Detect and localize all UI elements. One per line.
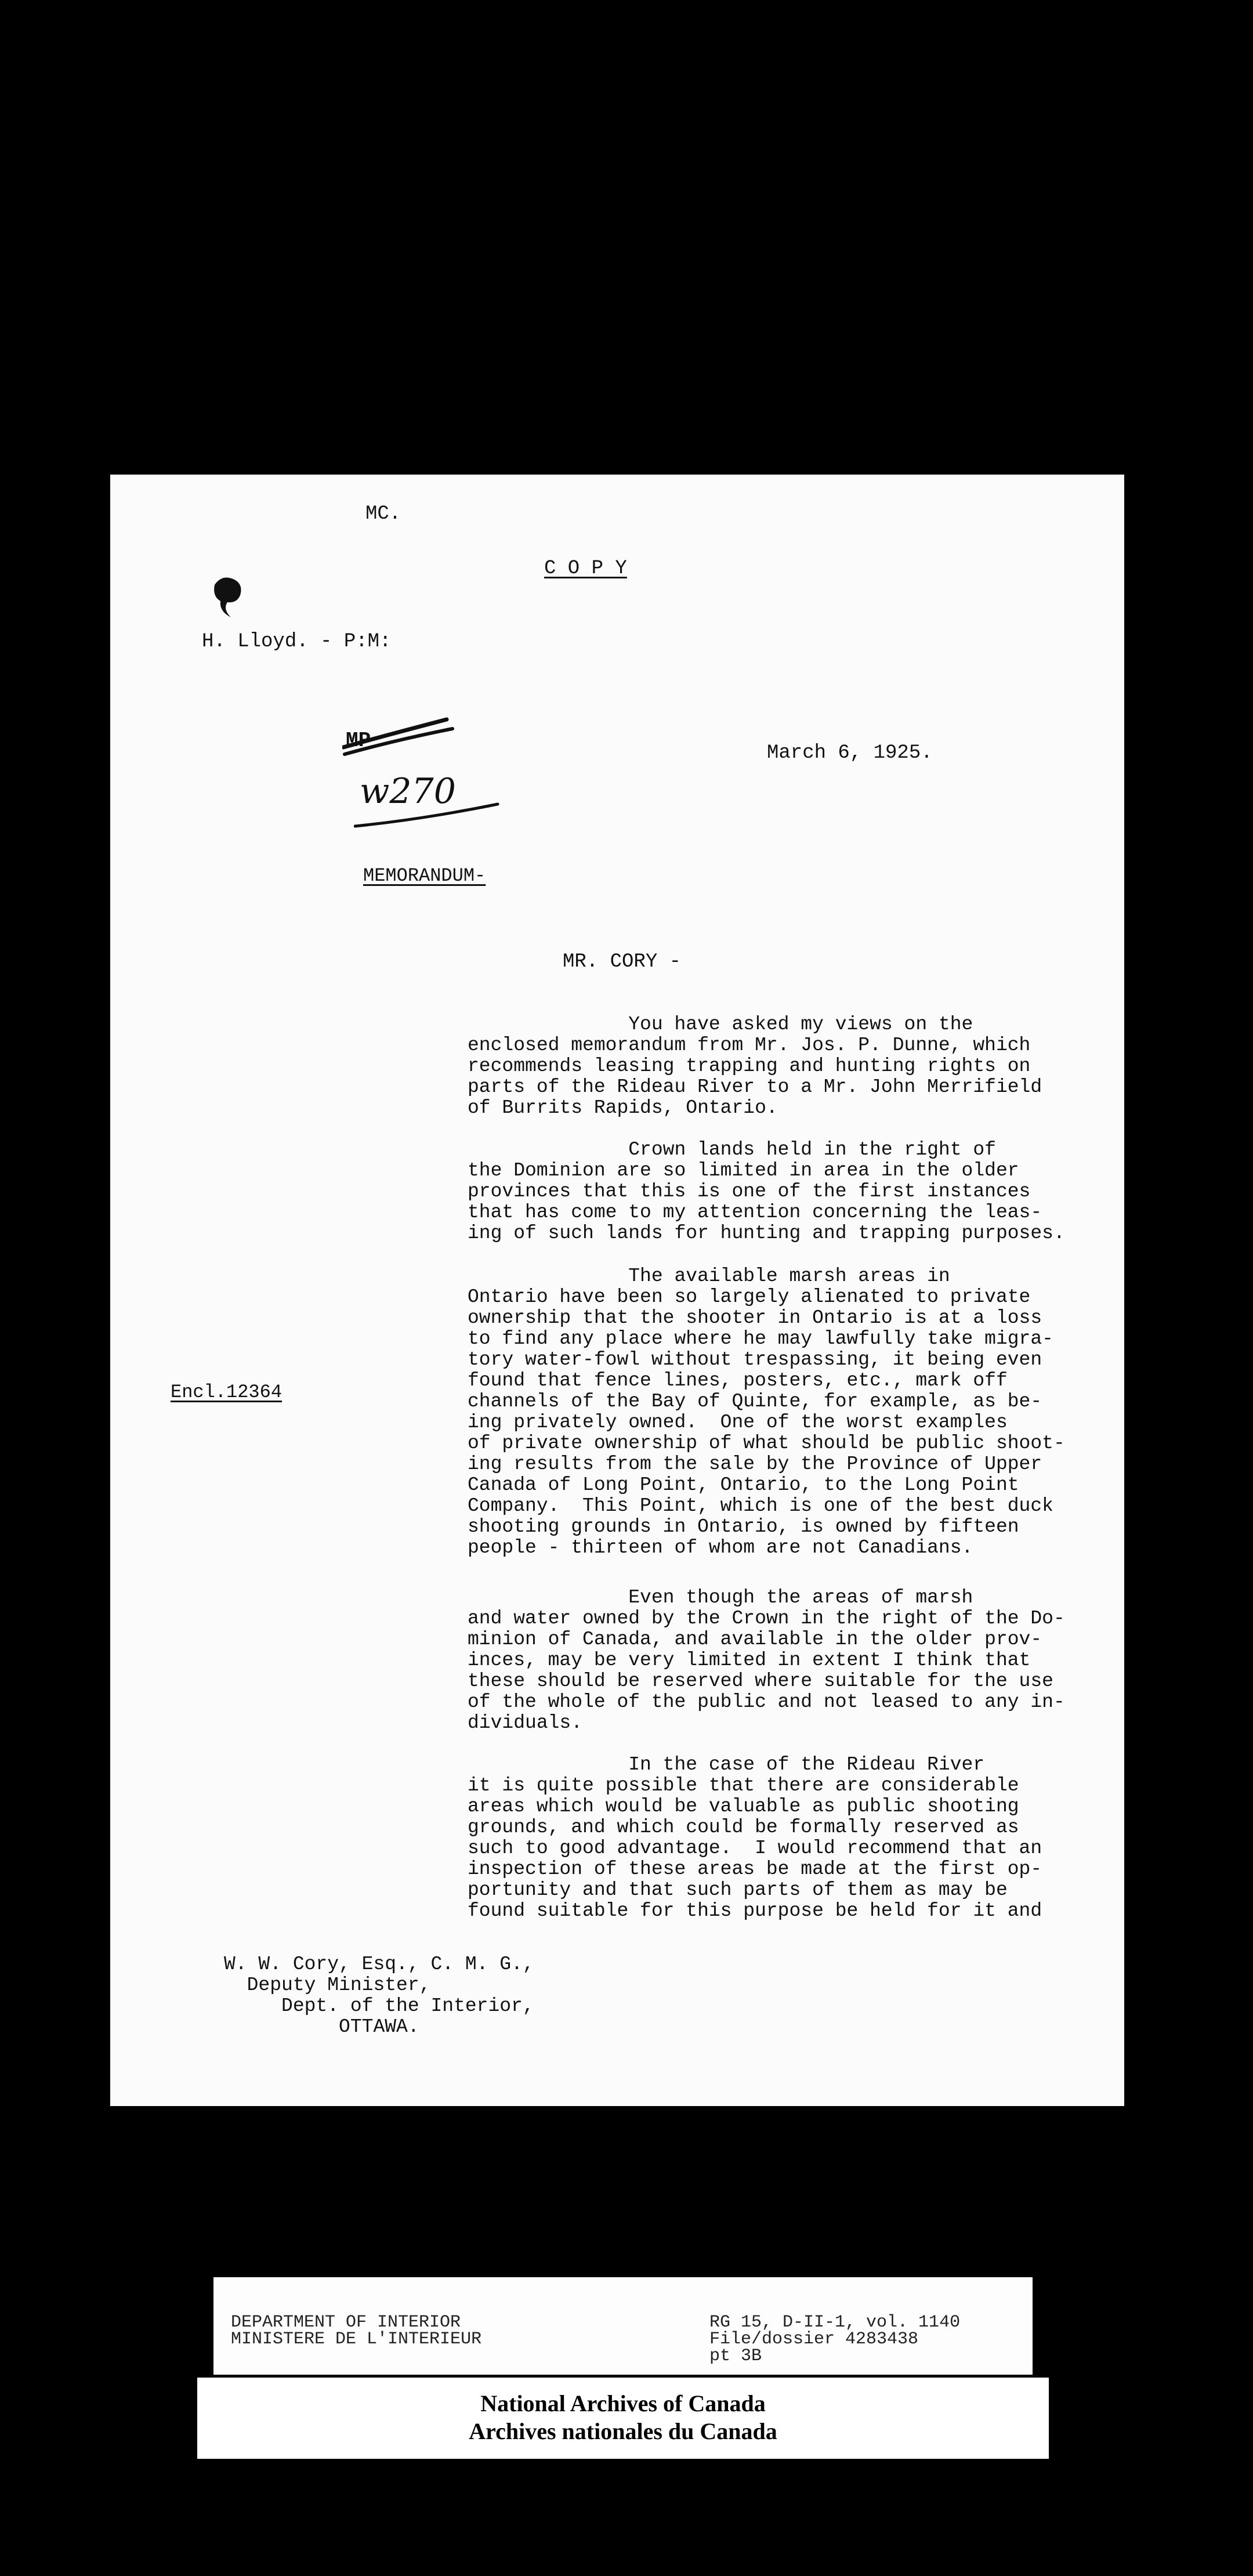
paragraph-line: In the case of the Rideau River xyxy=(468,1754,985,1775)
paragraph-line: the Dominion are so limited in area in the older xyxy=(468,1160,1019,1181)
paragraph-line: it is quite possible that there are considerable xyxy=(468,1775,1019,1796)
paragraph-line: ing of such lands for hunting and trapping purposes. xyxy=(468,1222,1065,1244)
address-line: OTTAWA. xyxy=(224,2016,419,2038)
paragraph-line: parts of the Rideau River to a Mr. John Merrifield xyxy=(468,1076,1042,1098)
paragraph-line: to find any place where he may lawfully take migra- xyxy=(468,1328,1053,1349)
paragraph-line: Canada of Long Point, Ontario, to the Long Point xyxy=(468,1474,1019,1496)
paragraph-line: channels of the Bay of Quinte, for example, as be- xyxy=(468,1391,1042,1412)
paragraph-5 xyxy=(468,1754,1042,1922)
paragraph-line: ing results from the sale by the Province of Upper xyxy=(468,1453,1042,1475)
address-line: Deputy Minister, xyxy=(224,1974,431,1996)
paragraph-line: recommends leasing trapping and hunting rights on xyxy=(468,1055,1031,1077)
paragraph-line: Ontario have been so largely alienated to private xyxy=(468,1286,1031,1308)
reference-line-1: RG 15, D-II-1, vol. 1140 xyxy=(709,2313,961,2332)
paragraph-line: these should be reserved where suitable for the use xyxy=(468,1670,1053,1692)
copy-label: C O P Y xyxy=(544,558,627,580)
paragraph-4 xyxy=(468,1587,1065,1734)
archives-footer xyxy=(197,2378,1049,2459)
paragraph-2 xyxy=(468,1139,1065,1244)
paragraph-line: of the whole of the public and not leased to any in- xyxy=(468,1691,1065,1713)
paragraph-line: inces, may be very limited in extent I think that xyxy=(468,1649,1031,1671)
initials: MC. xyxy=(365,503,401,525)
addressee: MR. CORY - xyxy=(563,951,682,973)
reference-line-2: File/dossier 4283438 xyxy=(709,2329,919,2349)
paragraph-line: areas which would be valuable as public shooting xyxy=(468,1796,1019,1817)
paragraph-line: ing privately owned. One of the worst examples xyxy=(468,1412,1008,1433)
department-english: DEPARTMENT OF INTERIOR xyxy=(231,2313,461,2332)
paragraph-line: of private ownership of what should be public shoot- xyxy=(468,1432,1065,1454)
paragraph-1 xyxy=(468,1014,1042,1119)
paragraph-line: enclosed memorandum from Mr. Jos. P. Dunne, which xyxy=(468,1034,1031,1056)
paragraph-line: grounds, and which could be formally reserved as xyxy=(468,1817,1019,1838)
address-line: W. W. Cory, Esq., C. M. G., xyxy=(224,1953,534,1975)
address-line: Dept. of the Interior, xyxy=(224,1995,534,2017)
svg-text:MP: MP xyxy=(346,729,371,752)
archives-name-french: Archives nationales du Canada xyxy=(469,2418,777,2444)
paragraph-line: found suitable for this purpose be held for it and xyxy=(468,1900,1042,1922)
crossed-out-mark xyxy=(342,717,458,758)
enclosure-note: Encl.12364 xyxy=(171,1381,283,1403)
handwritten-reference-text: w270 xyxy=(360,771,456,812)
paragraph-line: shooting grounds in Ontario, is owned by fifteen xyxy=(468,1516,1019,1537)
paragraph-line: provinces that this is one of the first instances xyxy=(468,1181,1031,1202)
archive-reference-label xyxy=(213,2277,1033,2375)
recipient-address xyxy=(224,1954,534,2038)
paragraph-line: dividuals. xyxy=(468,1712,583,1734)
archives-name-english: National Archives of Canada xyxy=(480,2390,766,2416)
paragraph-line: and water owned by the Crown in the right of the Do- xyxy=(468,1608,1065,1629)
paragraph-line: of Burrits Rapids, Ontario. xyxy=(468,1097,778,1119)
paragraph-line: portunity and that such parts of them as may be xyxy=(468,1879,1008,1901)
paragraph-line: found that fence lines, posters, etc., mark off xyxy=(468,1370,1008,1391)
paragraph-line: Company. This Point, which is one of the best duck xyxy=(468,1495,1053,1517)
ink-blot xyxy=(210,573,251,620)
paragraph-line: people - thirteen of whom are not Canadians. xyxy=(468,1537,973,1558)
document-page xyxy=(110,475,1124,2106)
department-french: MINISTERE DE L'INTERIEUR xyxy=(231,2329,482,2349)
handwritten-reference xyxy=(354,769,505,833)
paragraph-line: Crown lands held in the right of xyxy=(468,1139,996,1160)
paragraph-line: ownership that the shooter in Ontario is at a loss xyxy=(468,1307,1042,1329)
paragraph-line: that has come to my attention concerning the leas- xyxy=(468,1202,1042,1223)
memorandum-heading: MEMORANDUM- xyxy=(363,865,486,887)
from-line: H. Lloyd. - P:M: xyxy=(202,631,392,653)
paragraph-line: You have asked my views on the xyxy=(468,1014,973,1035)
paragraph-line: minion of Canada, and available in the older prov- xyxy=(468,1629,1042,1650)
paragraph-line: The available marsh areas in xyxy=(468,1265,950,1287)
paragraph-line: inspection of these areas be made at the first op- xyxy=(468,1858,1042,1880)
paragraph-line: such to good advantage. I would recommend that an xyxy=(468,1837,1042,1859)
letter-date: March 6, 1925. xyxy=(767,742,933,764)
paragraph-3 xyxy=(468,1266,1065,1558)
reference-line-3: pt 3B xyxy=(709,2346,762,2366)
paragraph-line: Even though the areas of marsh xyxy=(468,1587,973,1608)
paragraph-line: tory water-fowl without trespassing, it being even xyxy=(468,1349,1042,1370)
